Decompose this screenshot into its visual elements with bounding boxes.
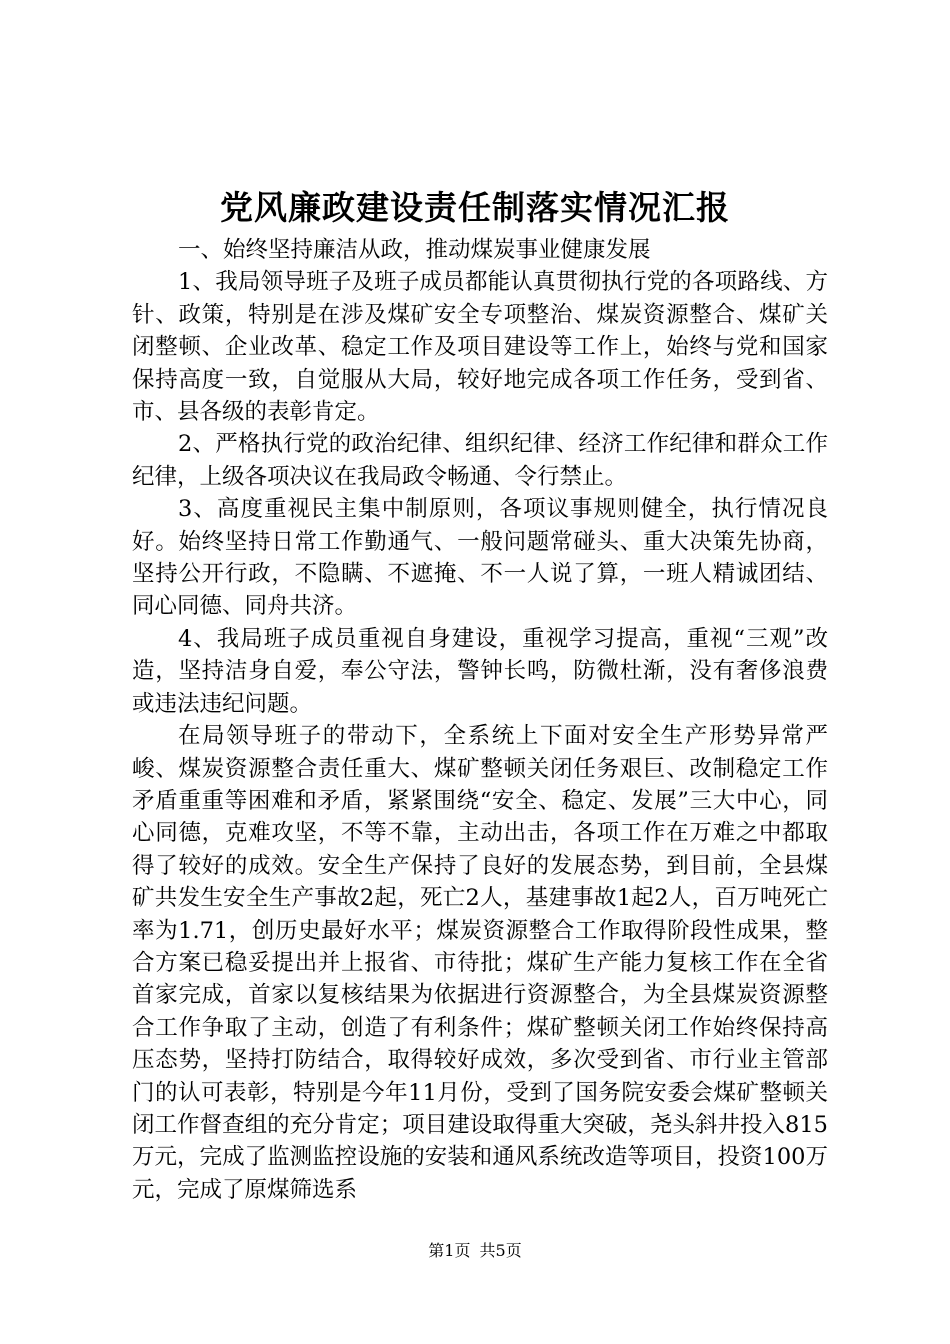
- body-paragraph: 2、严格执行党的政治纪律、组织纪律、经济工作纪律和群众工作纪律，上级各项决议在我局政令畅通、令行禁止。: [132, 431, 828, 490]
- document-body: [132, 234, 828, 1206]
- page-footer: [0, 1241, 950, 1261]
- body-paragraph: 4、我局班子成员重视自身建设，重视学习提高，重视“三观”改造，坚持洁身自爱，奉公守法，警钟长鸣，防微杜渐，没有奢侈浪费或违法违纪问题。: [132, 625, 828, 717]
- section-heading: 一、始终坚持廉洁从政，推动煤炭事业健康发展: [178, 237, 651, 263]
- document-title: 党风廉政建设责任制落实情况汇报: [220, 188, 730, 227]
- page-total: 共5页: [479, 1241, 522, 1260]
- body-paragraph: 1、我局领导班子及班子成员都能认真贯彻执行党的各项路线、方针、政策，特别是在涉及煤矿安全专项整治、煤炭资源整合、煤矿关闭整顿、企业改革、稳定工作及项目建设等工作上，始终与党和国家保持高度一致，自觉服从大局，较好地完成各项工作任务，受到省、市、县各级的表彰肯定。: [132, 269, 828, 426]
- body-paragraph: 3、高度重视民主集中制原则，各项议事规则健全，执行情况良好。始终坚持日常工作勤通气、一般问题常碰头、重大决策先协商，坚持公开行政，不隐瞒、不遮掩、不一人说了算，一班人精诚团结、同心同德、同舟共济。: [132, 496, 828, 620]
- page-number: 第1页: [428, 1241, 471, 1260]
- body-paragraph: 在局领导班子的带动下，全系统上下面对安全生产形势异常严峻、煤炭资源整合责任重大、煤矿整顿关闭任务艰巨、改制稳定工作矛盾重重等困难和矛盾，紧紧围绕“安全、稳定、发展”三大中心，同心同德，克难攻坚，不等不靠，主动出击，各项工作在万难之中都取得了较好的成效。安全生产保持了良好的发展态势，到目前，全县煤矿共发生安全生产事故2起，死亡2人，基建事故1起2人，百万吨死亡率为1.71，创历史最好水平；煤炭资源整合工作取得阶段性成果，整合方案已稳妥提出并上报省、市待批；煤矿生产能力复核工作在全省首家完成，首家以复核结果为依据进行资源整合，为全县煤炭资源整合工作争取了主动，创造了有利条件；煤矿整顿关闭工作始终保持高压态势，坚持打防结合，取得较好成效，多次受到省、市行业主管部门的认可表彰，特别是今年11月份，受到了国务院安委会煤矿整顿关闭工作督查组的充分肯定；项目建设取得重大突破，尧头斜井投入815万元，完成了监测监控设施的安装和通风系统改造等项目，投资100万元，完成了原煤筛选系: [132, 723, 828, 1203]
